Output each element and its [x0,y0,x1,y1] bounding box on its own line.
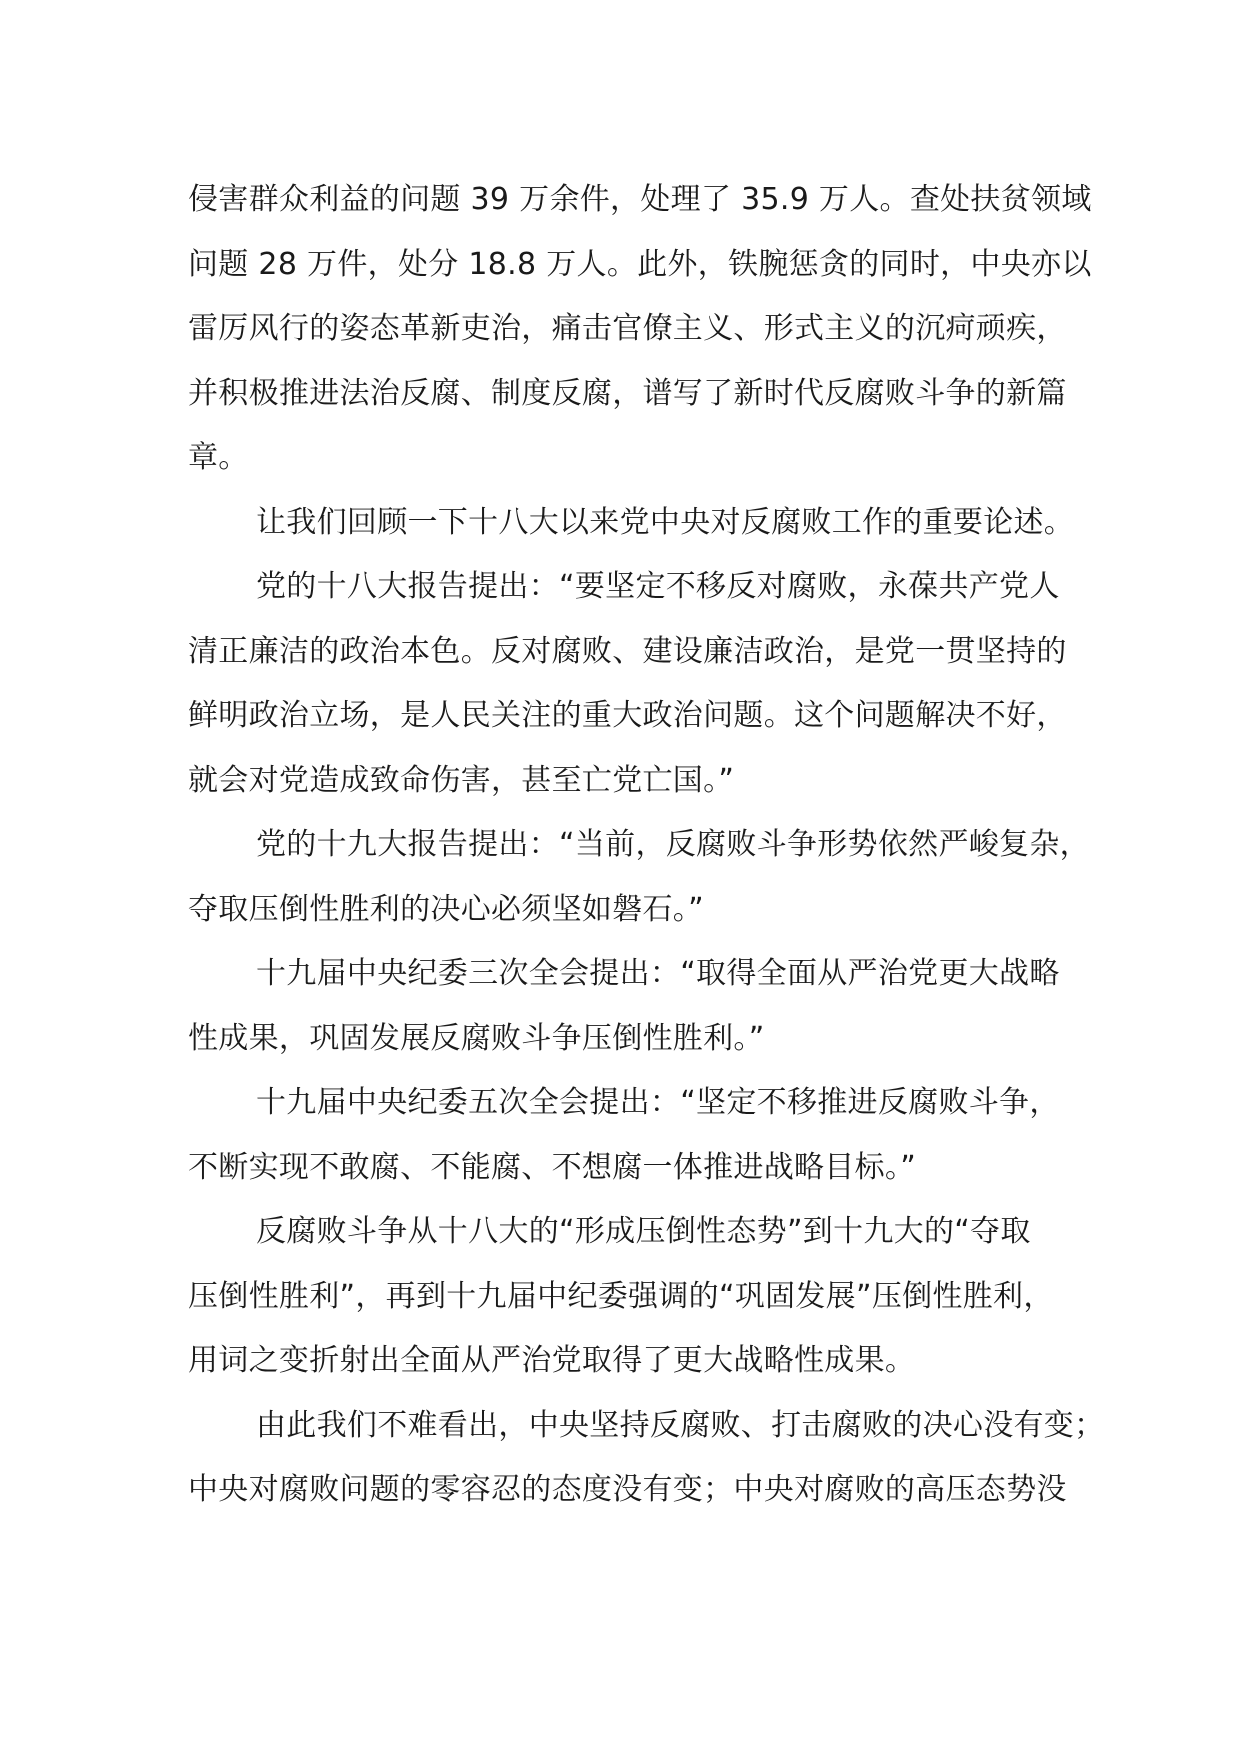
text-line: 就会对党造成致命伤害，甚至亡党亡国。” [188,762,735,798]
text-line: 压倒性胜利”，再到十九届中纪委强调的“巩固发展”压倒性胜利， [188,1278,1054,1314]
text-line: 侵害群众利益的问题 39 万余件，处理了 35.9 万人。查处扶贫领域 [188,182,1092,217]
text-line: 并积极推进法治反腐、制度反腐，谱写了新时代反腐败斗争的新篇 [188,375,1067,411]
text-line: 夺取压倒性胜利的决心必须坚如磐石。” [188,891,704,927]
paragraph-start-line: 反腐败斗争从十八大的“形成压倒性态势”到十九大的“夺取 [256,1214,1031,1249]
paragraph-start-line: 党的十九大报告提出：“当前，反腐败斗争形势依然严峻复杂， [256,827,1090,862]
paragraph-start-line: 让我们回顾一下十八大以来党中央对反腐败工作的重要论述。 [256,504,1075,540]
text-line: 中央对腐败问题的零容忍的态度没有变；中央对腐败的高压态势没 [188,1472,1067,1507]
text-line: 性成果，巩固发展反腐败斗争压倒性胜利。” [188,1020,765,1056]
text-line: 问题 28 万件，处分 18.8 万人。此外，铁腕惩贪的同时，中央亦以 [188,246,1092,282]
paragraph-start-line: 十九届中央纪委五次全会提出：“坚定不移推进反腐败斗争， [256,1085,1060,1120]
text-line: 鲜明政治立场，是人民关注的重大政治问题。这个问题解决不好， [188,698,1067,733]
text-line: 用词之变折射出全面从严治党取得了更大战略性成果。 [188,1343,916,1378]
paragraph-start-line: 十九届中央纪委三次全会提出：“取得全面从严治党更大战略 [256,956,1060,991]
text-line: 清正廉洁的政治本色。反对腐败、建设廉洁政治，是党一贯坚持的 [188,633,1067,669]
paragraph-start-line: 由此我们不难看出，中央坚持反腐败、打击腐败的决心没有变； [256,1407,1105,1443]
paragraph-start-line: 党的十八大报告提出：“要坚定不移反对腐败，永葆共产党人 [256,569,1060,604]
text-line: 雷厉风行的姿态革新吏治，痛击官僚主义、形式主义的沉疴顽疾， [188,311,1067,346]
text-line: 不断实现不敢腐、不能腐、不想腐一体推进战略目标。” [188,1149,917,1185]
text-line: 章。 [188,440,249,475]
document-body [188,168,1105,1523]
